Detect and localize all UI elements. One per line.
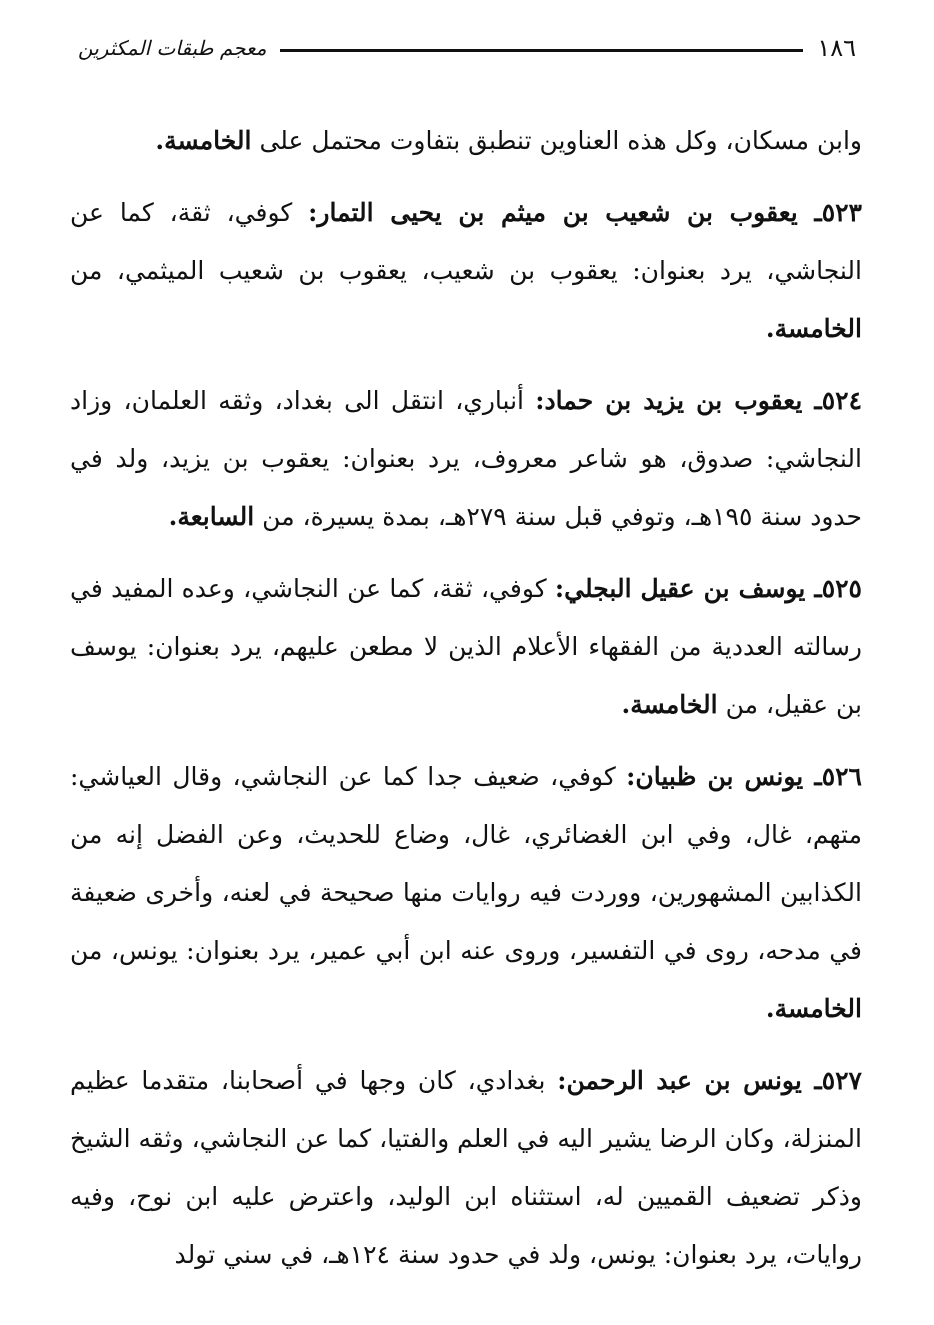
book-title: معجم طبقات المكثرين (78, 36, 267, 60)
header-rule (280, 49, 803, 52)
entry-tail: الخامسة. (765, 314, 862, 343)
entry-heading: ٥٢٤ـ يعقوب بن يزيد بن حماد: (535, 386, 863, 415)
entry-525 (70, 560, 862, 734)
entry-tail: الخامسة. (621, 690, 718, 719)
entry-524 (70, 372, 862, 546)
entry-526 (70, 748, 862, 1038)
paragraph-text: وابن مسكان، وكل هذه العناوين تنطبق بتفاوت محتمل على (251, 126, 862, 155)
entry-text: بغدادي، كان وجها في أصحابنا، متقدما عظيم المنزلة، وكان الرضا يشير اليه في العلم والفتيا، كما عن النجاشي، وثقه الشيخ وذكر تضعيف القميين له، استثناه ابن الوليد، واعترض عليه ابن نوح، وفيه روايات، يرد بعنوان: يونس، ولد في حدود سنة ١٢٤هـ، في سني تولد (70, 1066, 862, 1269)
running-header (78, 28, 856, 68)
body-text (70, 112, 862, 1284)
entry-heading: ٥٢٦ـ يونس بن ظبيان: (626, 762, 862, 791)
entry-523 (70, 184, 862, 358)
entry-heading: ٥٢٣ـ يعقوب بن شعيب بن ميثم بن يحيى التمار: (308, 198, 862, 227)
entry-tail: الخامسة. (765, 994, 862, 1023)
entry-text: كوفي، ثقة، كما عن النجاشي، يرد بعنوان: يعقوب بن شعيب، يعقوب بن شعيب الميثمي، من (70, 198, 862, 285)
entry-heading: ٥٢٧ـ يونس بن عبد الرحمن: (557, 1066, 862, 1095)
page-number: ١٨٦ (817, 34, 856, 62)
paragraph-tail: الخامسة. (155, 126, 252, 155)
entry-text: كوفي، ضعيف جدا كما عن النجاشي، وقال العياشي: متهم، غال، وفي ابن الغضائري، غال، وضاع للحديث، وعن الفضل إنه من الكذابين المشهورين، ووردت فيه روايات منها صحيحة في لعنه، وأخرى ضعيفة في مدحه، روى في التفسير، وروى عنه ابن أبي عمير، يرد بعنوان: يونس، من (70, 762, 862, 965)
entry-tail: السابعة. (168, 502, 255, 531)
entry-text: كوفي، ثقة، كما عن النجاشي، وعده المفيد في رسالته العددية من الفقهاء الأعلام الذين لا مطعن عليهم، يرد بعنوان: يوسف بن عقيل، من (70, 574, 862, 719)
entry-heading: ٥٢٥ـ يوسف بن عقيل البجلي: (554, 574, 862, 603)
entry-text: أنباري، انتقل الى بغداد، وثقه العلمان، وزاد النجاشي: صدوق، هو شاعر معروف، يرد بعنوان: يعقوب بن يزيد، ولد في حدود سنة ١٩٥هـ، وتوفي قبل سنة ٢٧٩هـ، بمدة يسيرة، من (70, 386, 862, 531)
entry-527 (70, 1052, 862, 1284)
paragraph-continuation (70, 112, 862, 170)
